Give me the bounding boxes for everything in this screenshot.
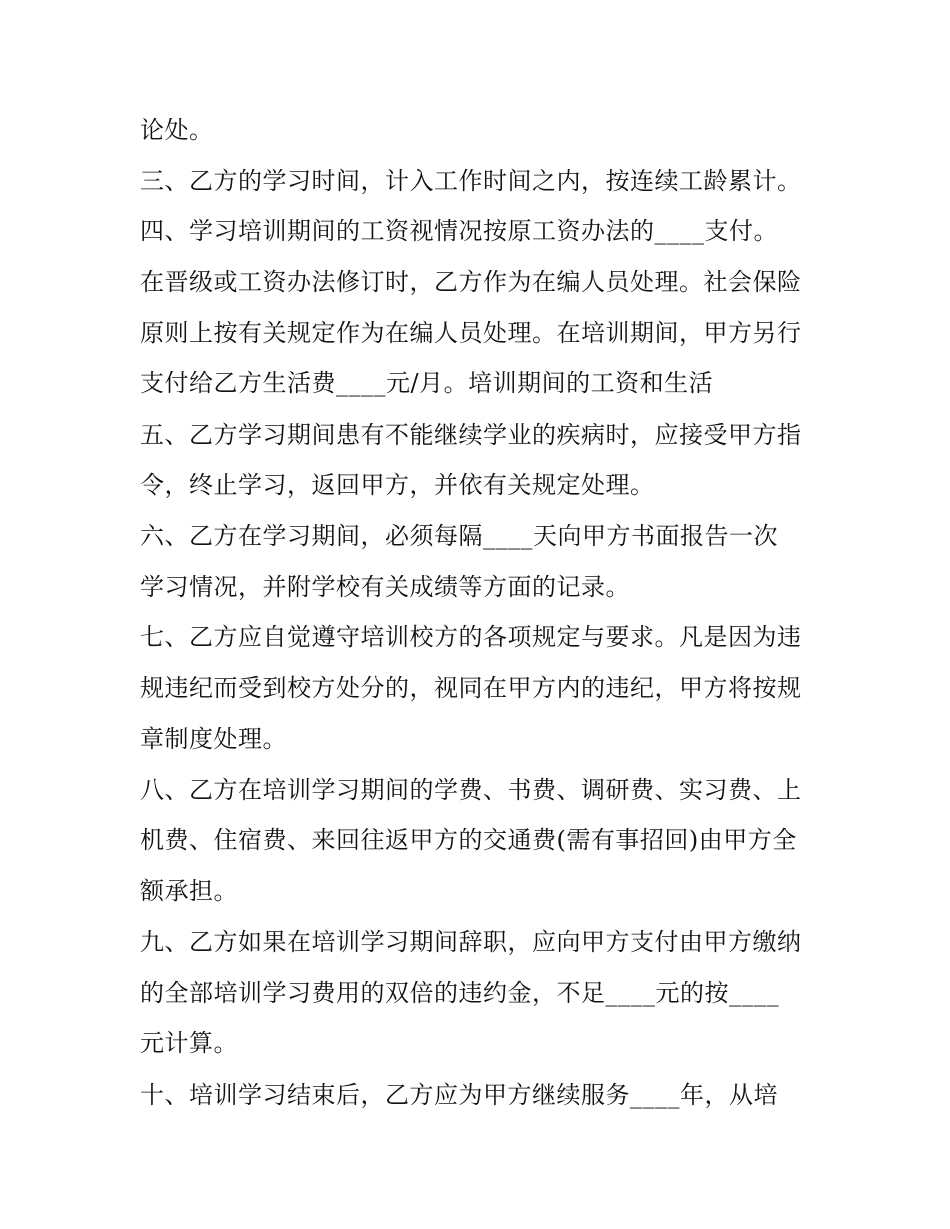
text-line: 三、乙方的学习时间，计入工作时间之内，按连续工龄累计。 xyxy=(140,167,802,195)
text-line: 令，终止学习，返回甲方，并依有关规定处理。 xyxy=(140,471,655,499)
text-line: 八、乙方在培训学习期间的学费、书费、调研费、实习费、上 xyxy=(140,776,802,804)
text-line: 六、乙方在学习期间，必须每隔____天向甲方书面报告一次 xyxy=(140,522,778,550)
text-line: 支付给乙方生活费____元/月。培训期间的工资和生活 xyxy=(140,369,714,397)
text-line: 在晋级或工资办法修订时，乙方作为在编人员处理。社会保险 xyxy=(140,268,802,296)
text-line: 章制度处理。 xyxy=(140,725,287,753)
text-line: 元计算。 xyxy=(140,1029,238,1057)
text-line: 额承担。 xyxy=(140,877,238,905)
text-line: 机费、住宿费、来回往返甲方的交通费(需有事招回)由甲方全 xyxy=(140,826,797,854)
text-line: 规违纪而受到校方处分的，视同在甲方内的违纪，甲方将按规 xyxy=(140,674,802,702)
text-line: 学习情况，并附学校有关成绩等方面的记录。 xyxy=(140,573,630,601)
text-line: 论处。 xyxy=(140,116,214,144)
text-line: 四、学习培训期间的工资视情况按原工资办法的____支付。 xyxy=(140,217,778,245)
text-line: 原则上按有关规定作为在编人员处理。在培训期间，甲方另行 xyxy=(140,319,802,347)
text-line: 九、乙方如果在培训学习期间辞职，应向甲方支付由甲方缴纳 xyxy=(140,928,802,956)
text-line: 七、乙方应自觉遵守培训校方的各项规定与要求。凡是因为违 xyxy=(140,623,802,651)
text-line: 五、乙方学习期间患有不能继续学业的疾病时，应接受甲方指 xyxy=(140,421,802,449)
text-line: 十、培训学习结束后，乙方应为甲方继续服务____年，从培 xyxy=(140,1081,778,1109)
text-line: 的全部培训学习费用的双倍的违约金，不足____元的按____ xyxy=(140,979,779,1007)
